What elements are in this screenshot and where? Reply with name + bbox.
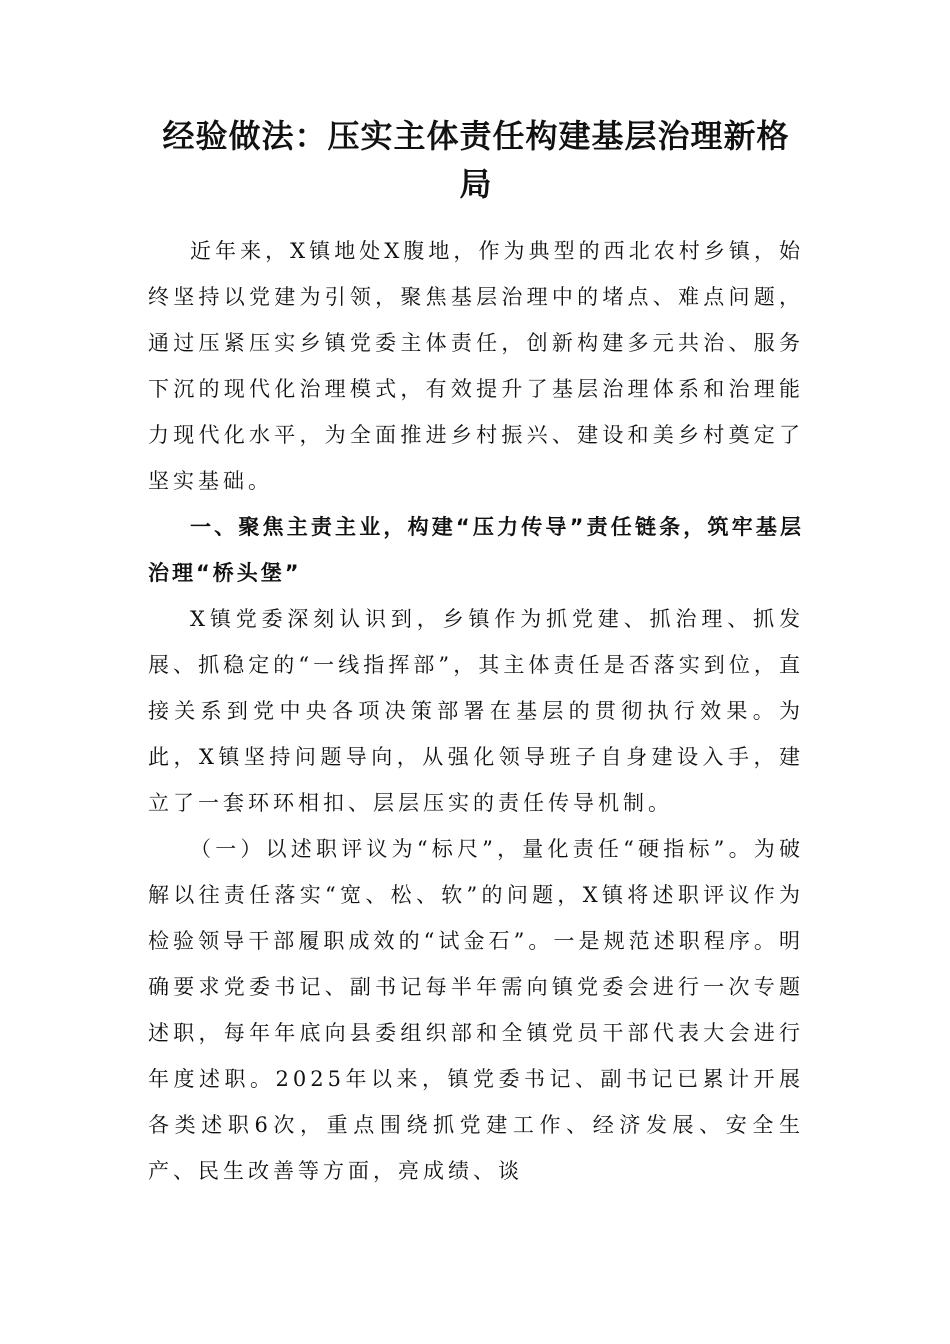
document-body: [148, 228, 804, 1194]
document-title: 经验做法：压实主体责任构建基层治理新格局: [162, 117, 790, 203]
intro-paragraph: 近年来，X镇地处X腹地，作为典型的西北农村乡镇，始终坚持以党建为引领，聚焦基层治理中的堵点、难点问题，通过压紧压实乡镇党委主体责任，创新构建多元共治、服务下沉的现代化治理模式，有效提升了基层治理体系和治理能力现代化水平，为全面推进乡村振兴、建设和美乡村奠定了坚实基础。: [148, 239, 804, 493]
section-1-paragraph: X镇党委深刻认识到，乡镇作为抓党建、抓治理、抓发展、抓稳定的“一线指挥部”，其主体责任是否落实到位，直接关系到党中央各项决策部署在基层的贯彻执行效果。为此，X镇坚持问题导向，从强化领导班子自身建设入手，建立了一套环环相扣、层层压实的责任传导机制。: [148, 607, 804, 815]
subsection-1-paragraph: （一）以述职评议为“标尺”，量化责任“硬指标”。为破解以往责任落实“宽、松、软”的问题，X镇将述职评议作为检验领导干部履职成效的“试金石”。一是规范述职程序。明确要求党委书记、副书记每半年需向镇党委会进行一次专题述职，每年年底向县委组织部和全镇党员干部代表大会进行年度述职。2025年以来，镇党委书记、副书记已累计开展各类述职6次，重点围绕抓党建工作、经济发展、安全生产、民生改善等方面，亮成绩、谈: [148, 837, 804, 1183]
section-heading-1: 一、聚焦主责主业，构建“压力传导”责任链条，筑牢基层治理“桥头堡”: [148, 515, 804, 585]
